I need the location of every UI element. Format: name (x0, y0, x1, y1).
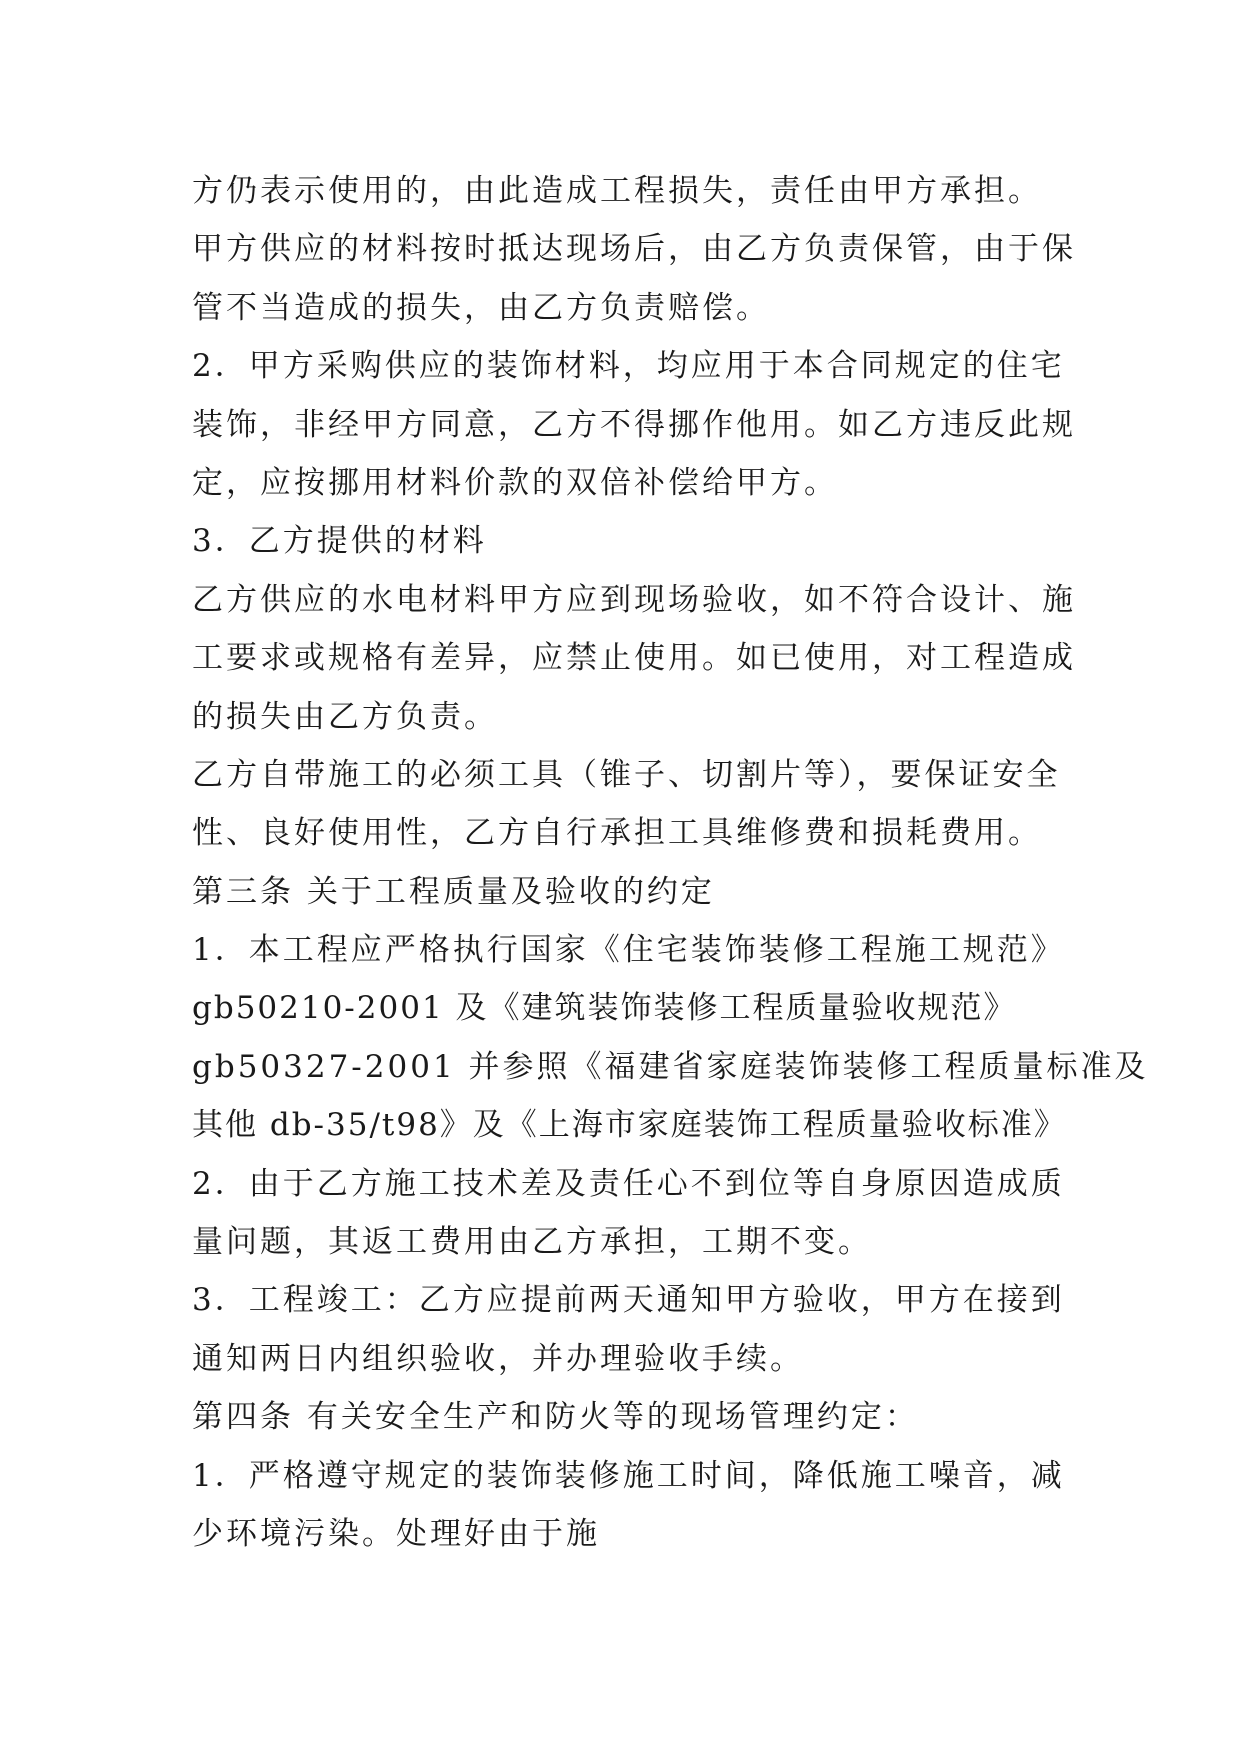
text-line: 少环境污染。处理好由于施 (192, 1515, 600, 1552)
text-line: 量问题，其返工费用由乙方承担，工期不变。 (192, 1224, 872, 1261)
text-line: 工要求或规格有差异，应禁止使用。如已使用，对工程造成 (192, 640, 1076, 677)
text-line: 3．乙方提供的材料 (192, 523, 487, 560)
text-line: 2．由于乙方施工技术差及责任心不到位等自身原因造成质 (192, 1165, 1065, 1202)
text-line: 性、良好使用性，乙方自行承担工具维修费和损耗费用。 (192, 815, 1042, 852)
text-line: 管不当造成的损失，由乙方负责赔偿。 (192, 289, 770, 326)
text-line: gb50210-2001 及《建筑装饰装修工程质量验收规范》 (192, 990, 1017, 1027)
document-body (192, 162, 1149, 1563)
text-line: 通知两日内组织验收，并办理验收手续。 (192, 1340, 804, 1377)
text-line: 装饰，非经甲方同意，乙方不得挪作他用。如乙方违反此规 (192, 406, 1076, 443)
section-heading: 第四条 有关安全生产和防火等的现场管理约定： (192, 1399, 919, 1436)
text-line: 其他 db-35/t98》及《上海市家庭装饰工程质量验收标准》 (192, 1107, 1067, 1144)
text-line: 方仍表示使用的，由此造成工程损失，责任由甲方承担。 (192, 173, 1042, 209)
text-line: 乙方自带施工的必须工具（锥子、切割片等），要保证安全 (192, 756, 1061, 793)
text-line: 1．严格遵守规定的装饰装修施工时间，降低施工噪音，减 (192, 1457, 1065, 1494)
text-line: 的损失由乙方负责。 (192, 698, 498, 735)
text-line: 3．工程竣工：乙方应提前两天通知甲方验收，甲方在接到 (192, 1282, 1065, 1319)
text-line: 乙方供应的水电材料甲方应到现场验收，如不符合设计、施 (192, 581, 1076, 618)
section-heading: 第三条 关于工程质量及验收的约定 (192, 873, 715, 910)
text-line: 定，应按挪用材料价款的双倍补偿给甲方。 (192, 464, 838, 501)
text-line: gb50327-2001 并参照《福建省家庭装饰装修工程质量标准及 (192, 1048, 1149, 1085)
text-line: 2．甲方采购供应的装饰材料，均应用于本合同规定的住宅 (192, 348, 1065, 385)
text-line: 甲方供应的材料按时抵达现场后，由乙方负责保管，由于保 (192, 231, 1076, 268)
text-line: 1．本工程应严格执行国家《住宅装饰装修工程施工规范》 (192, 932, 1065, 969)
